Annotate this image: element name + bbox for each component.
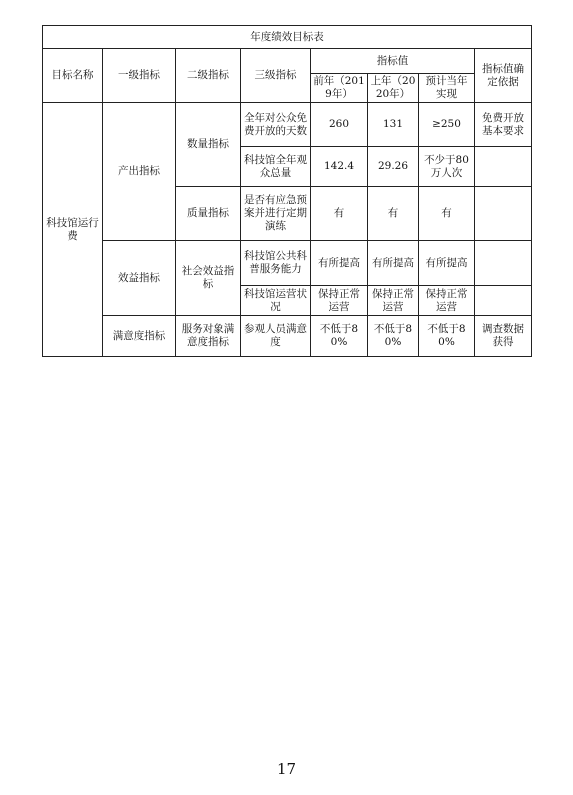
target-name-cell: 科技馆运行费 bbox=[43, 103, 103, 357]
last-value-cell: 29.26 bbox=[368, 147, 419, 187]
level2-quality: 质量指标 bbox=[176, 187, 241, 241]
forecast-value-cell: 有 bbox=[419, 187, 475, 241]
forecast-value-cell: ≥250 bbox=[419, 103, 475, 147]
prev-value-cell: 不低于80% bbox=[311, 316, 368, 357]
header-prev-year: 前年（2019年） bbox=[311, 74, 368, 103]
page-number: 17 bbox=[276, 760, 297, 778]
level2-social: 社会效益指标 bbox=[176, 241, 241, 316]
header-level2: 二级指标 bbox=[176, 49, 241, 103]
level3-cell: 是否有应急预案并进行定期演练 bbox=[241, 187, 311, 241]
header-target-name: 目标名称 bbox=[43, 49, 103, 103]
forecast-value-cell: 不低于80% bbox=[419, 316, 475, 357]
level3-cell: 科技馆公共科普服务能力 bbox=[241, 241, 311, 286]
last-value-cell: 不低于80% bbox=[368, 316, 419, 357]
table-title: 年度绩效目标表 bbox=[43, 26, 532, 49]
forecast-value-cell: 不少于80万人次 bbox=[419, 147, 475, 187]
prev-value-cell: 有所提高 bbox=[311, 241, 368, 286]
basis-cell bbox=[475, 286, 532, 316]
level1-benefit: 效益指标 bbox=[103, 241, 176, 316]
prev-value-cell: 260 bbox=[311, 103, 368, 147]
level3-cell: 参观人员满意度 bbox=[241, 316, 311, 357]
forecast-value-cell: 保持正常运营 bbox=[419, 286, 475, 316]
performance-target-table bbox=[42, 25, 532, 357]
header-forecast: 预计当年实现 bbox=[419, 74, 475, 103]
prev-value-cell: 保持正常运营 bbox=[311, 286, 368, 316]
level2-service: 服务对象满意度指标 bbox=[176, 316, 241, 357]
header-basis: 指标值确定依据 bbox=[475, 49, 532, 103]
basis-cell: 免费开放基本要求 bbox=[475, 103, 532, 147]
basis-cell bbox=[475, 147, 532, 187]
last-value-cell: 保持正常运营 bbox=[368, 286, 419, 316]
header-level3: 三级指标 bbox=[241, 49, 311, 103]
level3-cell: 科技馆运营状况 bbox=[241, 286, 311, 316]
last-value-cell: 131 bbox=[368, 103, 419, 147]
prev-value-cell: 有 bbox=[311, 187, 368, 241]
forecast-value-cell: 有所提高 bbox=[419, 241, 475, 286]
basis-cell bbox=[475, 187, 532, 241]
level3-cell: 全年对公众免费开放的天数 bbox=[241, 103, 311, 147]
level2-quantity: 数量指标 bbox=[176, 103, 241, 187]
header-indicator-value: 指标值 bbox=[311, 49, 475, 74]
basis-cell bbox=[475, 241, 532, 286]
level1-satisfaction: 满意度指标 bbox=[103, 316, 176, 357]
header-level1: 一级指标 bbox=[103, 49, 176, 103]
header-last-year: 上年（2020年） bbox=[368, 74, 419, 103]
last-value-cell: 有 bbox=[368, 187, 419, 241]
basis-cell: 调查数据获得 bbox=[475, 316, 532, 357]
last-value-cell: 有所提高 bbox=[368, 241, 419, 286]
level1-output: 产出指标 bbox=[103, 103, 176, 241]
prev-value-cell: 142.4 bbox=[311, 147, 368, 187]
level3-cell: 科技馆全年观众总量 bbox=[241, 147, 311, 187]
